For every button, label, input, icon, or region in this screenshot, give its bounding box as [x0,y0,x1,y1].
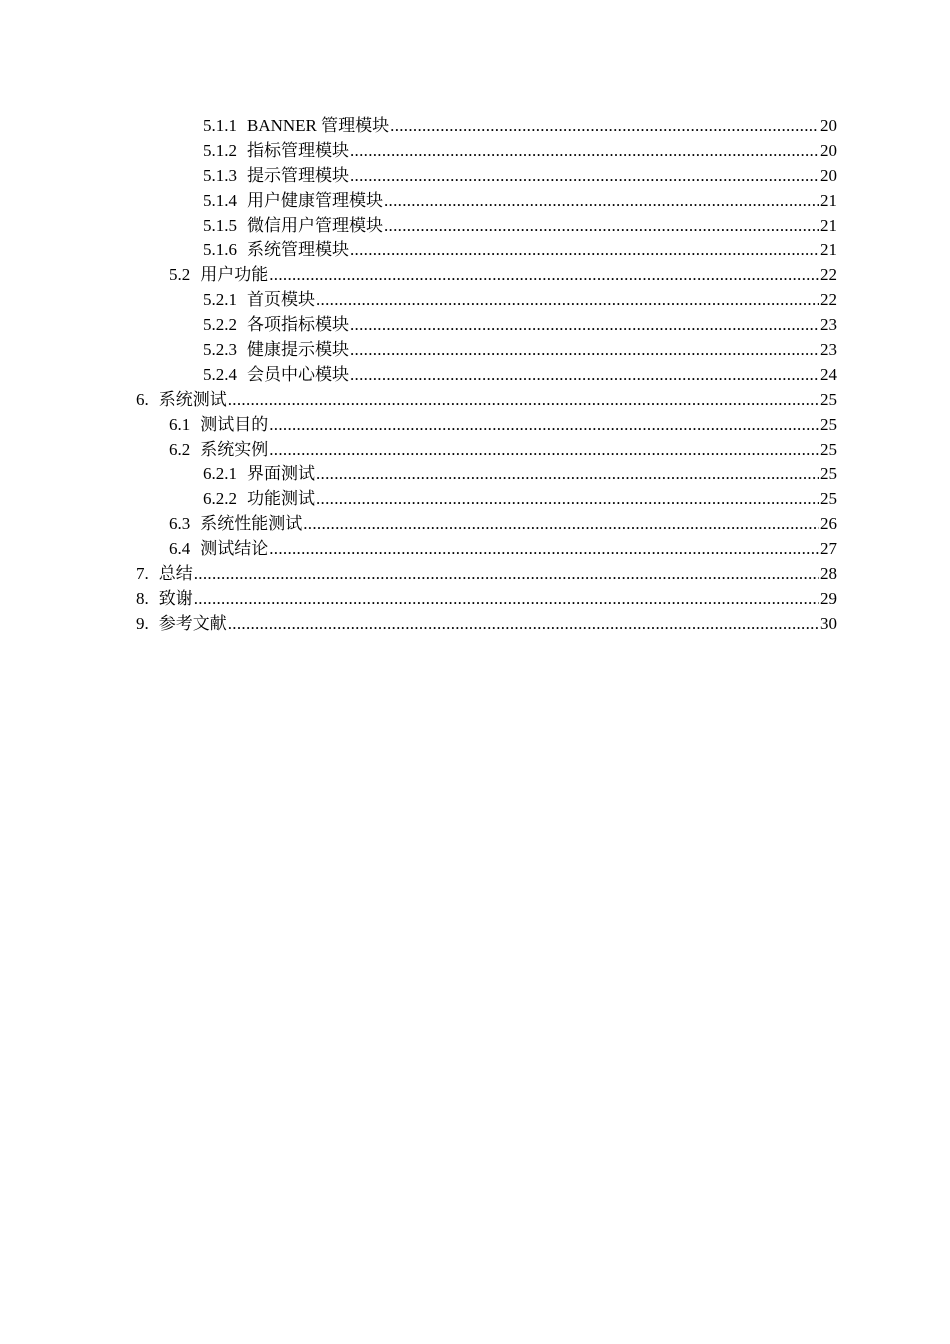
toc-leader-dots [350,238,819,263]
toc-page-number: 30 [820,613,837,633]
toc-leader-dots [269,438,819,463]
toc-title: 会员中心模块 [247,364,349,384]
toc-entry-5-2-2[interactable] [136,313,837,338]
toc-title: 微信用户管理模块 [247,215,383,235]
toc-leader-dots [269,413,819,438]
toc-number: 6. [136,389,149,409]
toc-number: 5.2.4 [203,364,237,384]
toc-page-number: 22 [820,290,837,310]
toc-page-number: 22 [820,265,837,285]
toc-page-number: 25 [820,464,837,484]
toc-leader-dots [303,512,819,537]
toc-entry-5-2-1[interactable] [136,288,837,313]
toc-number: 6.2.1 [203,464,237,484]
toc-number: 5.1.1 [203,116,237,135]
toc-entry-5-2-3[interactable] [136,338,837,363]
toc-number: 7. [136,564,149,584]
toc-title: 用户健康管理模块 [247,190,383,210]
toc-entry-5-1-4[interactable] [136,189,837,214]
toc-title: 各项指标模块 [247,315,349,335]
toc-page-number: 29 [820,588,837,608]
toc-title: 提示管理模块 [247,165,349,185]
toc-leader-dots [316,288,819,313]
toc-entry-5-1-1[interactable] [136,114,837,139]
toc-title: 指标管理模块 [247,140,349,160]
toc-entry-5-1-3[interactable] [136,164,837,189]
toc-title: 致谢 [158,588,193,608]
toc-entry-6-3[interactable] [136,512,837,537]
table-of-contents [136,114,837,637]
toc-number: 6.1 [169,414,191,434]
toc-title: 测试结论 [200,539,269,559]
toc-entry-5-2[interactable] [136,263,837,288]
toc-title: 功能测试 [247,489,315,509]
toc-page-number: 26 [820,514,837,534]
toc-number: 5.1.2 [203,140,237,160]
toc-page-number: 25 [820,389,837,409]
toc-page-number: 25 [820,414,837,434]
toc-entry-6-2[interactable] [136,438,837,463]
toc-number: 6.2 [169,439,191,459]
toc-leader-dots [228,612,819,637]
toc-leader-dots [194,562,819,587]
toc-number: 8. [136,588,149,608]
toc-page-number: 27 [820,539,837,559]
toc-page-number: 21 [820,240,837,260]
toc-page-number: 23 [820,340,837,360]
toc-leader-dots [350,313,819,338]
toc-title: 总结 [158,564,193,584]
toc-page-number: 25 [820,489,837,509]
toc-entry-5-1-5[interactable] [136,214,837,239]
toc-page-number: 24 [820,364,837,384]
toc-page-number: 20 [820,116,837,135]
toc-number: 6.4 [169,539,191,559]
toc-title: 健康提示模块 [247,340,349,360]
toc-number: 5.1.5 [203,215,237,235]
toc-number: 5.1.4 [203,190,237,210]
toc-leader-dots [228,388,819,413]
toc-leader-dots [350,363,819,388]
toc-leader-dots [269,263,819,288]
toc-leader-dots [269,537,819,562]
toc-title: 界面测试 [247,464,315,484]
toc-page-number: 23 [820,315,837,335]
toc-title: BANNER 管理模块 [247,116,390,135]
toc-entry-6-4[interactable] [136,537,837,562]
toc-entry-9[interactable] [136,612,837,637]
toc-title: 系统实例 [200,439,269,459]
toc-number: 6.2.2 [203,489,237,509]
toc-leader-dots [384,214,819,239]
toc-title: 系统管理模块 [247,240,349,260]
toc-entry-8[interactable] [136,587,837,612]
toc-entry-6-2-2[interactable] [136,487,837,512]
toc-title: 测试目的 [200,414,269,434]
toc-number: 5.2.3 [203,340,237,360]
toc-title: 系统测试 [158,389,227,409]
toc-leader-dots [350,338,819,363]
toc-page-number: 25 [820,439,837,459]
toc-number: 9. [136,613,149,633]
toc-page-number: 28 [820,564,837,584]
toc-entry-7[interactable] [136,562,837,587]
toc-leader-dots [350,139,819,164]
toc-number: 5.2.2 [203,315,237,335]
toc-leader-dots [384,189,819,214]
toc-title: 用户功能 [200,265,269,285]
toc-title: 首页模块 [247,290,315,310]
toc-leader-dots [316,462,819,487]
toc-title: 系统性能测试 [200,514,303,534]
toc-number: 6.3 [169,514,191,534]
toc-leader-dots [350,164,819,189]
toc-entry-5-1-2[interactable] [136,139,837,164]
toc-page-number: 20 [820,140,837,160]
toc-number: 5.2.1 [203,290,237,310]
toc-page-number: 20 [820,165,837,185]
toc-leader-dots [316,487,819,512]
toc-leader-dots [194,587,819,612]
toc-title: 参考文献 [158,613,227,633]
toc-page-number: 21 [820,190,837,210]
toc-page-number: 21 [820,215,837,235]
toc-entry-6-1[interactable] [136,413,837,438]
toc-leader-dots [390,114,819,139]
toc-entry-6[interactable] [136,388,837,413]
toc-entry-6-2-1[interactable] [136,462,837,487]
toc-entry-5-2-4[interactable] [136,363,837,388]
toc-entry-5-1-6[interactable] [136,238,837,263]
toc-number: 5.2 [169,265,191,285]
toc-number: 5.1.3 [203,165,237,185]
toc-number: 5.1.6 [203,240,237,260]
